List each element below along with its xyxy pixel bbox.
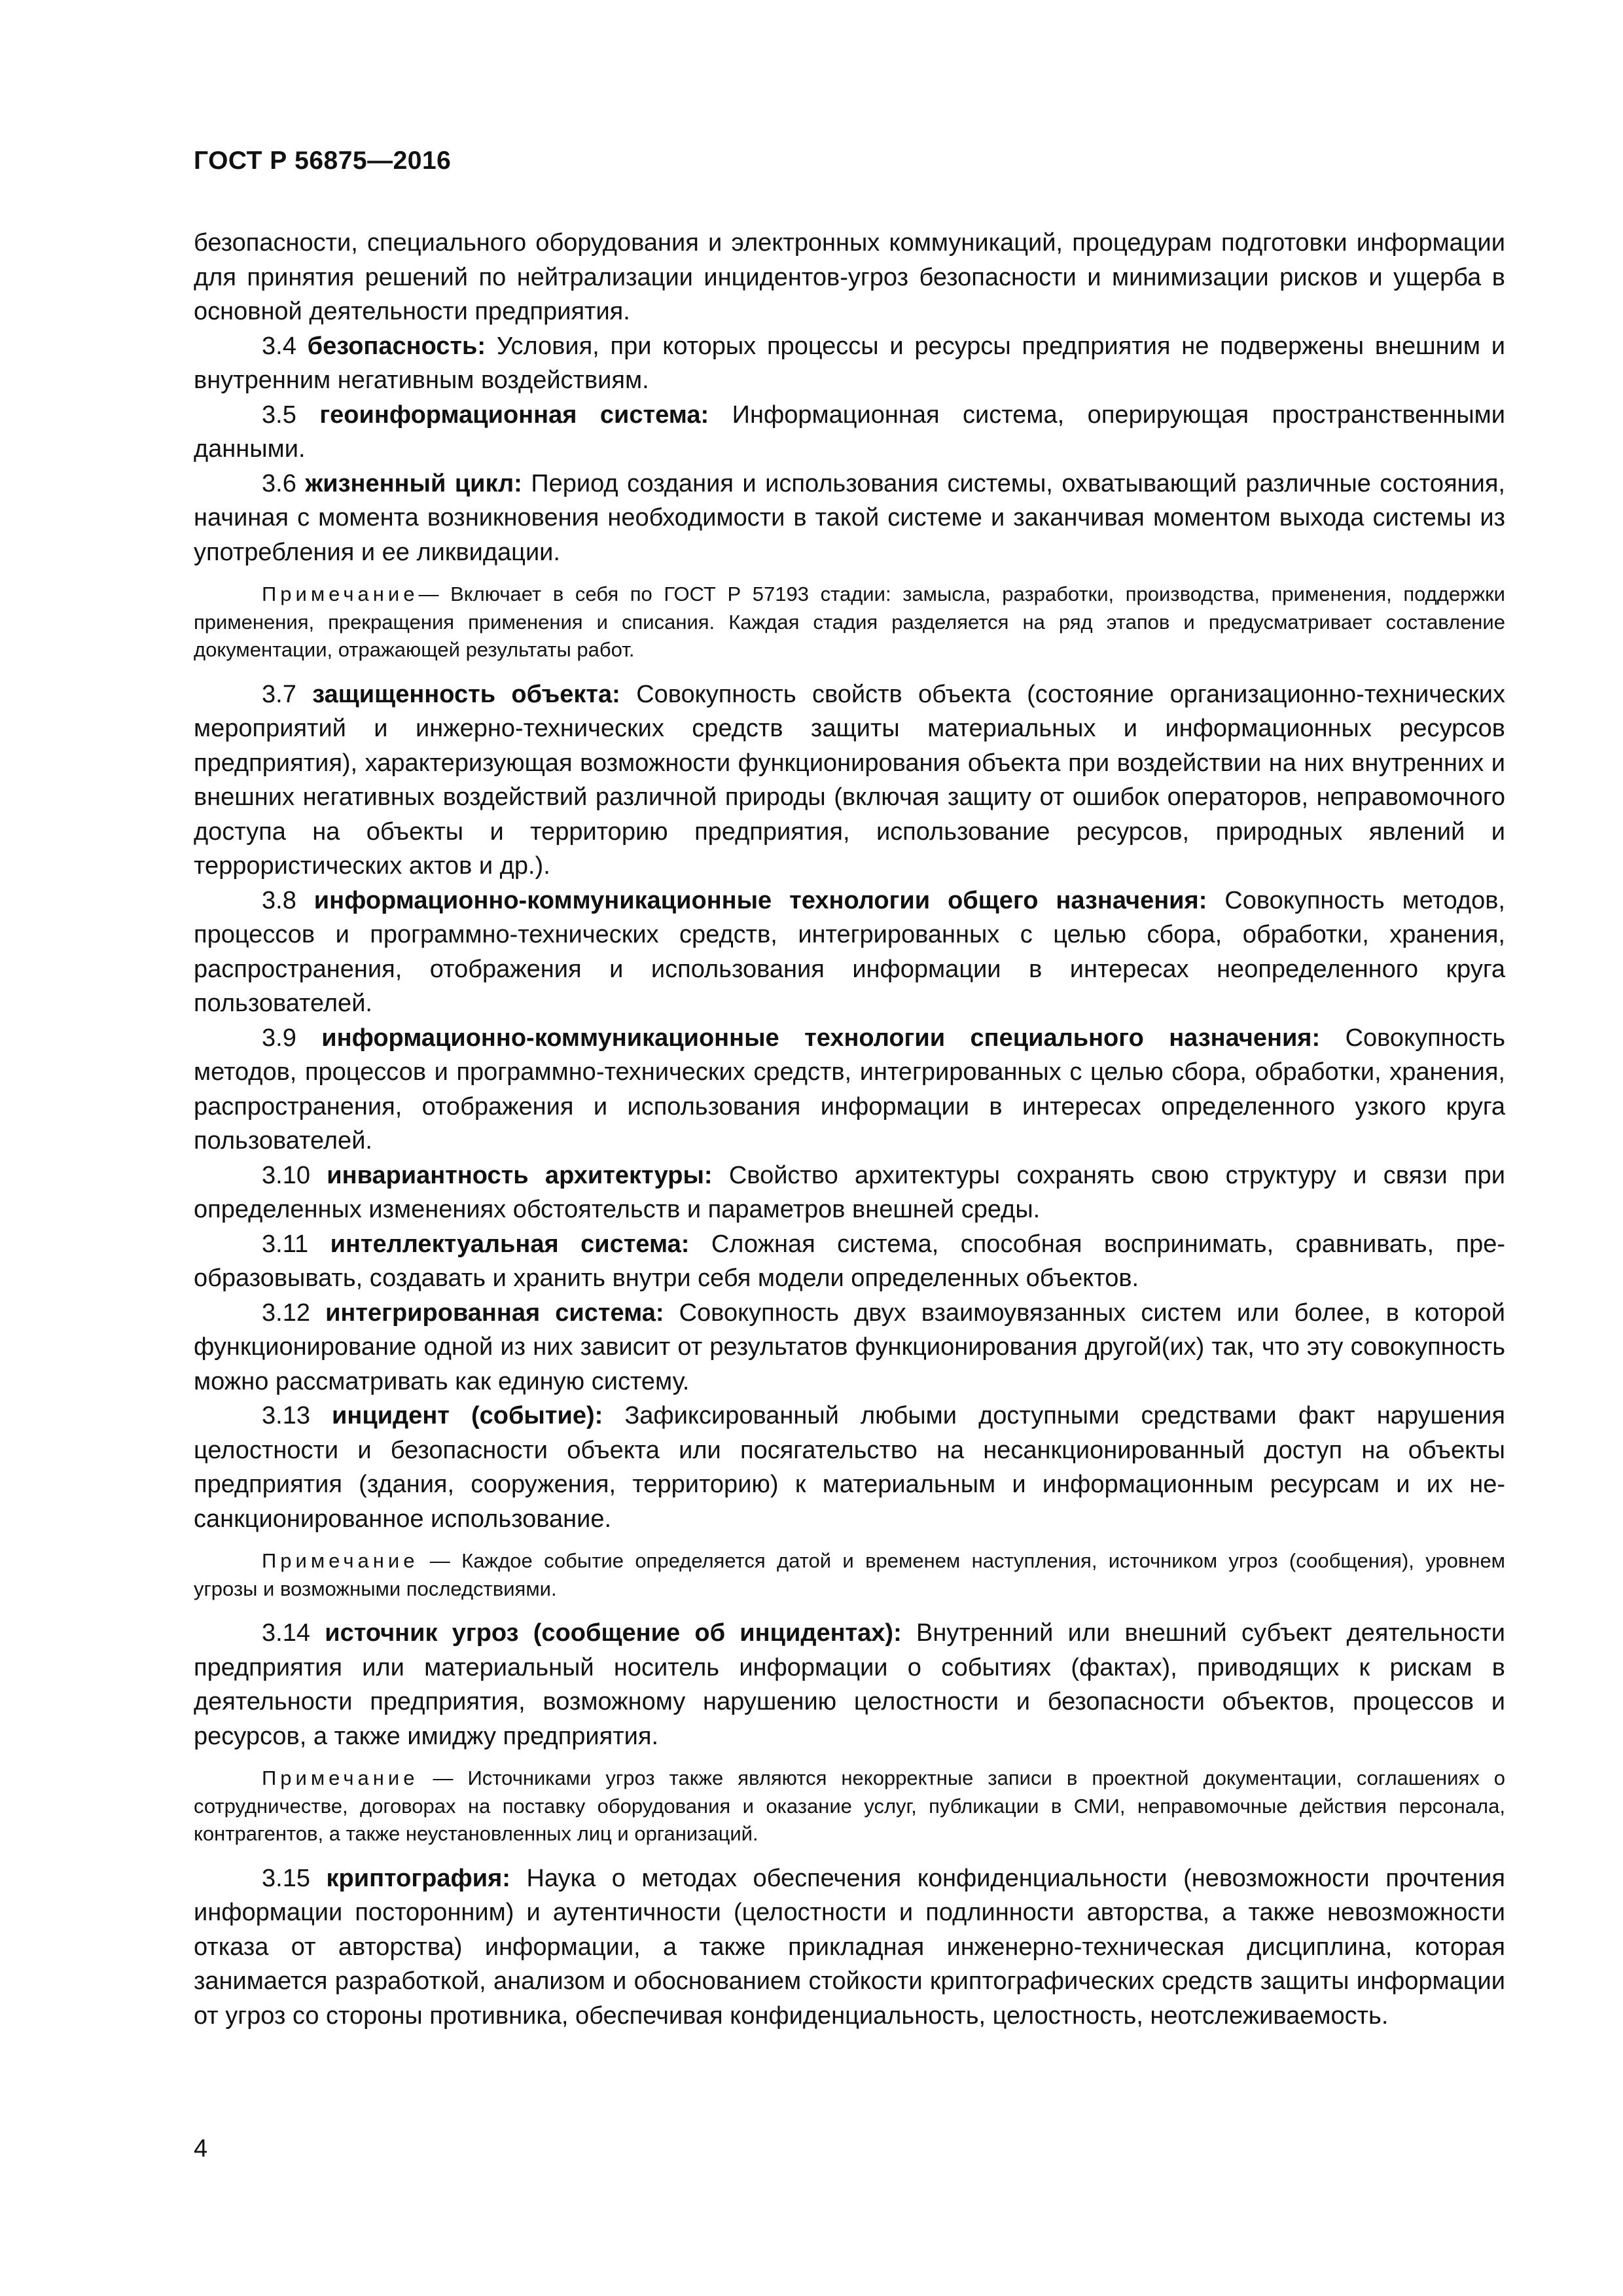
term-definition: Период создания и использования системы, охватывающий различные состояния, начиная с момента возникновения необходимости в такой системе и заканчивая моментом выхода системы из употребления и ее ликвидации.: [194, 469, 1505, 566]
term-name: инвариантность архитектуры:: [327, 1161, 713, 1189]
term-definition: Совокупность свойств объекта (состояние организационно-технических мероприятий и инжерно-технических средств защиты материальных и информационных ресурсов предприятия), характеризующая возможности функционирования объекта при воздействии на них внутренних и внешних негативных воздействий различной природы (включая защиту от ошибок операторов, неправомочного доступа на объекты и территорию предприятия, использование ресурсов, природных явлений и террористических актов и др.).: [194, 680, 1506, 880]
term-entry: [194, 1021, 1505, 1158]
term-definition: Совокупность методов, процессов и программно-технических средств, интегрированных с целью сбора, обработки, хранения, распространения, отображения и использования информации в интересах определенного узкого круга пользователей.: [194, 1024, 1505, 1155]
term-entry: [194, 329, 1505, 398]
term-name: инцидент (событие):: [332, 1402, 603, 1429]
term-definition: Совокупность методов, процессов и программно-технических средств, интегрированных с целью сбора, обработки, хранения, распространения, отображения и использования информации в интересах неопределенного круга пользователей.: [194, 886, 1505, 1017]
term-name: информационно-коммуникационные технологии общего назначения:: [313, 886, 1207, 914]
term-name: защищенность объекта:: [312, 680, 620, 708]
term-note: [194, 1547, 1505, 1603]
document-page: [194, 0, 1505, 2296]
term-definition: Наука о методах обеспечения конфиденциальности (невозможности прочтения информации посторонним) и аутентичности (целостности и подлинности авторства, а также невозможности отказа от авторства) информации, а также прикладная инженерно-техническая дисциплина, которая занимается разработкой, анализом и обоснованием стойкости криптографических средств защиты информации от угроз со стороны противника, обеспечивая конфиденциальность, целостность, неотслеживаемость.: [194, 1864, 1505, 2030]
term-entry: [194, 1158, 1505, 1227]
note-text: Включает в себя по ГОСТ Р 57193 стадии: замысла, разработки, производства, применения, поддержки применения, прекращения применения и списания. Каждая стадия разделяется на ряд этапов и предусматривает составление документации, отражающей результаты работ.: [194, 583, 1505, 661]
term-definition: Зафиксированный любыми доступными средствами факт нарушения целостности и безопасности объекта или посягательство на несанкционированный доступ на объекты предприятия (здания, сооружения, территорию) к материальным и информационным ресурсам и их несанкционированное использование.: [194, 1402, 1505, 1533]
term-entry: [194, 467, 1505, 570]
term-name: жизненный цикл:: [305, 469, 522, 497]
term-entry: [194, 1616, 1505, 1753]
term-name: интегрированная система:: [325, 1299, 664, 1327]
term-name: безопасность:: [307, 332, 486, 360]
page-number: 4: [194, 2135, 208, 2162]
document-body: [194, 226, 1505, 2033]
term-note: [194, 581, 1505, 664]
term-entry: [194, 1227, 1505, 1296]
term-name: источник угроз (сообщение об инцидентах):: [325, 1619, 902, 1647]
term-number: 3.11: [262, 1230, 309, 1258]
term-number: 3.12: [262, 1299, 310, 1327]
document-header: ГОСТ Р 56875—2016: [194, 147, 452, 175]
note-text: Источниками угроз также являются некорректные записи в проектной документации, соглашениях о сотрудничестве, договорах на поставку оборудования и оказание услуг, публикации в СМИ, неправомочные действия персонала, контрагентов, а также неустановленных лиц и организаций.: [194, 1767, 1505, 1845]
note-text: Каждое событие определяется датой и временем наступления, источником угроз (сообщения), уровнем угрозы и возможными последствиями.: [194, 1549, 1505, 1600]
term-number: 3.15: [262, 1864, 310, 1892]
term-entry: [194, 1296, 1505, 1399]
note-label: Примечание: [262, 1767, 419, 1789]
term-definition: Информационная система, оперирующая пространственными данными.: [194, 401, 1505, 463]
note-label: Примечание: [262, 583, 419, 605]
term-definition: Условия, при которых процессы и ресурсы предприятия не подвержены внешним и внутренним негативным воздействиям.: [194, 332, 1506, 394]
term-entry: [194, 884, 1505, 1021]
term-entry: [194, 1861, 1505, 2034]
term-entry: [194, 1399, 1505, 1536]
term-entry: [194, 398, 1505, 467]
term-note: [194, 1765, 1505, 1848]
term-number: 3.9: [262, 1024, 296, 1052]
term-entry: [194, 677, 1505, 884]
term-name: геоинформационная система:: [319, 401, 709, 429]
term-number: 3.4: [262, 332, 296, 360]
term-number: 3.14: [262, 1619, 310, 1647]
note-separator: —: [418, 1767, 468, 1789]
term-definition: Совокупность двух взаимоувязанных систем или более, в которой функционирование одной из них зависит от результатов функционирования другой(их) так, что эту совокупность можно рассматривать как единую систему.: [194, 1299, 1506, 1395]
term-number: 3.13: [262, 1402, 310, 1429]
continuation-paragraph: безопасности, специального оборудования и электронных коммуникаций, процедурам подготовки информации для принятия решений по нейтрализации инцидентов-угроз безопасности и минимизации рисков и ущерба в основной деятельности предприятия.: [194, 229, 1505, 325]
term-number: 3.10: [262, 1161, 310, 1189]
term-definition: Внутренний или внешний субъект деятельности предприятия или материальный носитель информации о событиях (фактах), приводящих к рискам в деятельности предприятия, возможному нарушению целостности и безопасности объектов, процессов и ресурсов, а также имиджу предприятия.: [194, 1619, 1506, 1750]
note-separator: —: [418, 1549, 462, 1572]
term-definition: Свойство архитектуры сохранять свою структуру и связи при определенных изменениях обстоятельств и параметров внешней среды.: [194, 1161, 1505, 1223]
note-label: Примечание: [262, 1549, 419, 1572]
term-name: криптография:: [326, 1864, 510, 1892]
term-number: 3.7: [262, 680, 296, 708]
term-number: 3.6: [262, 469, 296, 497]
note-separator: —: [418, 583, 439, 605]
term-name: интеллектуальная система:: [330, 1230, 690, 1258]
term-number: 3.8: [262, 886, 296, 914]
term-number: 3.5: [262, 401, 296, 429]
term-definition: Сложная система, способная воспринимать, сравнивать, преобразовывать, создавать и хранить внутри себя модели определенных объектов.: [194, 1230, 1505, 1292]
term-name: информационно-коммуникационные технологии специального назначения:: [321, 1024, 1321, 1052]
